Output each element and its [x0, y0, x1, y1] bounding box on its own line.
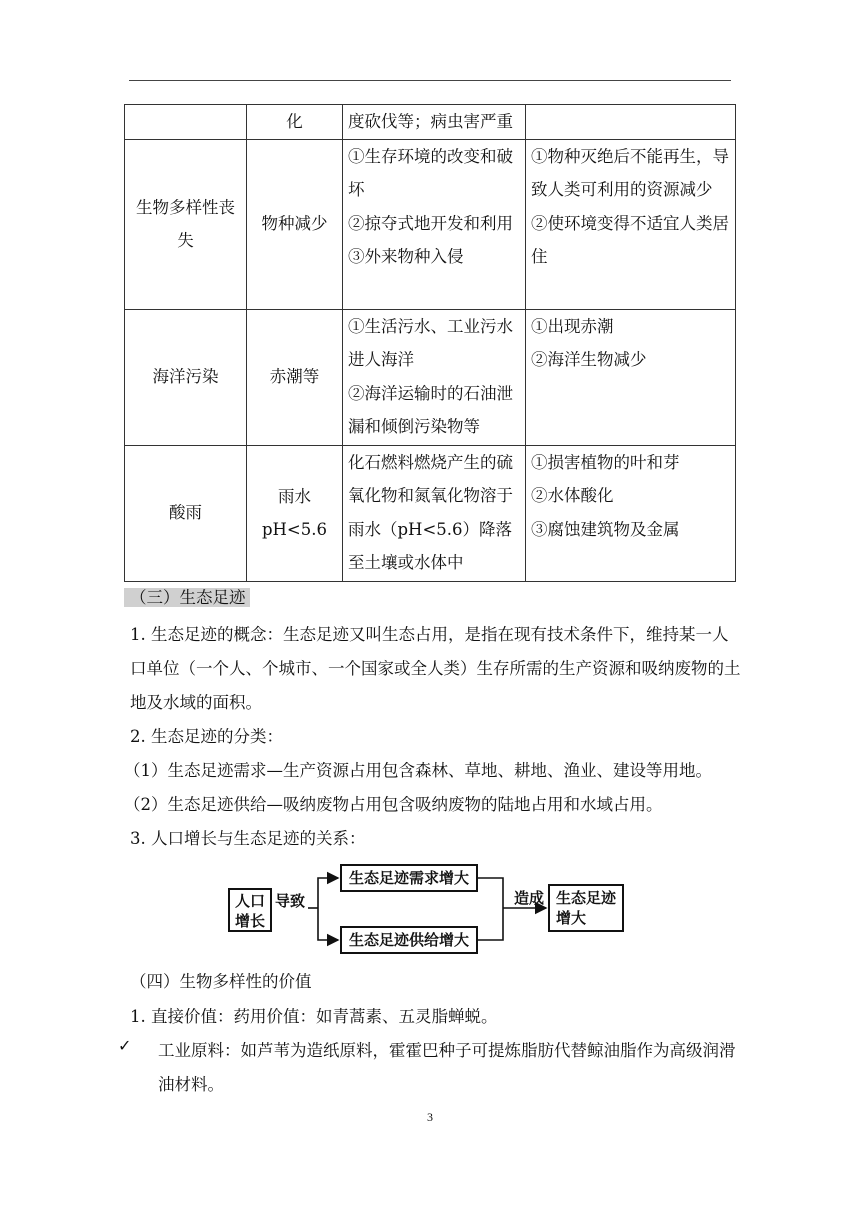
section-4-heading: （四）生物多样性的价值: [130, 972, 312, 991]
arrow-to-demand: [318, 878, 338, 908]
table-cell: 度砍伐等；病虫害严重: [343, 105, 526, 140]
table-cell: ①生存环境的改变和破坏 ②掠夺式地开发和利用 ③外来物种入侵: [343, 139, 526, 309]
table-cell: ①生活污水、工业污水进人海洋 ②海洋运输时的石油泄漏和倾倒污染物等: [343, 309, 526, 445]
section-3-paragraph-1: 1. 生态足迹的概念：生态足迹又叫生态占用，是指在现有技术条件下，维持某一人口单位（一个人、个城市、一个国家或全人类）生存所需的生产资源和吸纳废物的土地及水域的面积。: [130, 625, 741, 712]
table-cell: [125, 105, 247, 140]
checkmark-icon: ✓: [118, 1036, 132, 1055]
table-cell: 生物多样性丧失: [125, 139, 247, 309]
table-cell: 酸雨: [125, 445, 247, 581]
table-row: [125, 445, 736, 581]
table-cell: 化石燃料燃烧产生的硫氧化物和氮氧化物溶于雨水（pH<5.6）降落至土壤或水体中: [343, 445, 526, 581]
table-cell: [526, 105, 736, 140]
footprint-flow-diagram: [228, 858, 628, 958]
environment-issues-table: [124, 104, 736, 582]
arrow-to-supply: [318, 908, 338, 940]
section-4-paragraph-1: 1. 直接价值：药用价值：如青蒿素、五灵脂蝉蜕。: [130, 1007, 498, 1026]
section-3-paragraph-2: 2. 生态足迹的分类：: [130, 727, 283, 746]
population-growth-box: 人口 增长: [228, 888, 272, 932]
section-4-paragraph-2: 工业原料：如芦苇为造纸原料，霍霍巴种子可提炼脂肪代替鲸油脂作为高级润滑油材料。: [158, 1041, 736, 1094]
section-3-heading: （三）生态足迹: [124, 584, 250, 612]
header-rule: [129, 80, 731, 81]
table-row: [125, 139, 736, 309]
table-cell: ①损害植物的叶和芽 ②水体酸化 ③腐蚀建筑物及金属: [526, 445, 736, 581]
table-row: [125, 309, 736, 445]
section-3-paragraph-5: 3. 人口增长与生态足迹的关系：: [130, 829, 366, 848]
table-cell: 雨水 pH<5.6: [247, 445, 343, 581]
lead-to-label: 导致: [275, 892, 306, 910]
footprint-increase-box: 生态足迹 增大: [548, 884, 624, 932]
page-number: 3: [427, 1110, 433, 1124]
table-cell: 赤潮等: [247, 309, 343, 445]
section-3-paragraph-3: （1）生态足迹需求—生产资源占用包含森林、草地、耕地、渔业、建设等用地。: [124, 761, 712, 780]
table-cell: ①物种灭绝后不能再生，导致人类可利用的资源减少 ②使环境变得不适宜人类居住: [526, 139, 736, 309]
table-cell: 物种减少: [247, 139, 343, 309]
cause-label: 造成: [514, 889, 545, 907]
demand-increase-box: 生态足迹需求增大: [340, 864, 478, 892]
table-cell: 海洋污染: [125, 309, 247, 445]
table-cell: ①出现赤潮 ②海洋生物减少: [526, 309, 736, 445]
supply-increase-box: 生态足迹供给增大: [340, 926, 478, 954]
table-cell: 化: [247, 105, 343, 140]
merge-bracket: [478, 878, 503, 940]
section-3-paragraph-4: （2）生态足迹供给—吸纳废物占用包含吸纳废物的陆地占用和水域占用。: [124, 795, 663, 814]
table-row: [125, 105, 736, 140]
